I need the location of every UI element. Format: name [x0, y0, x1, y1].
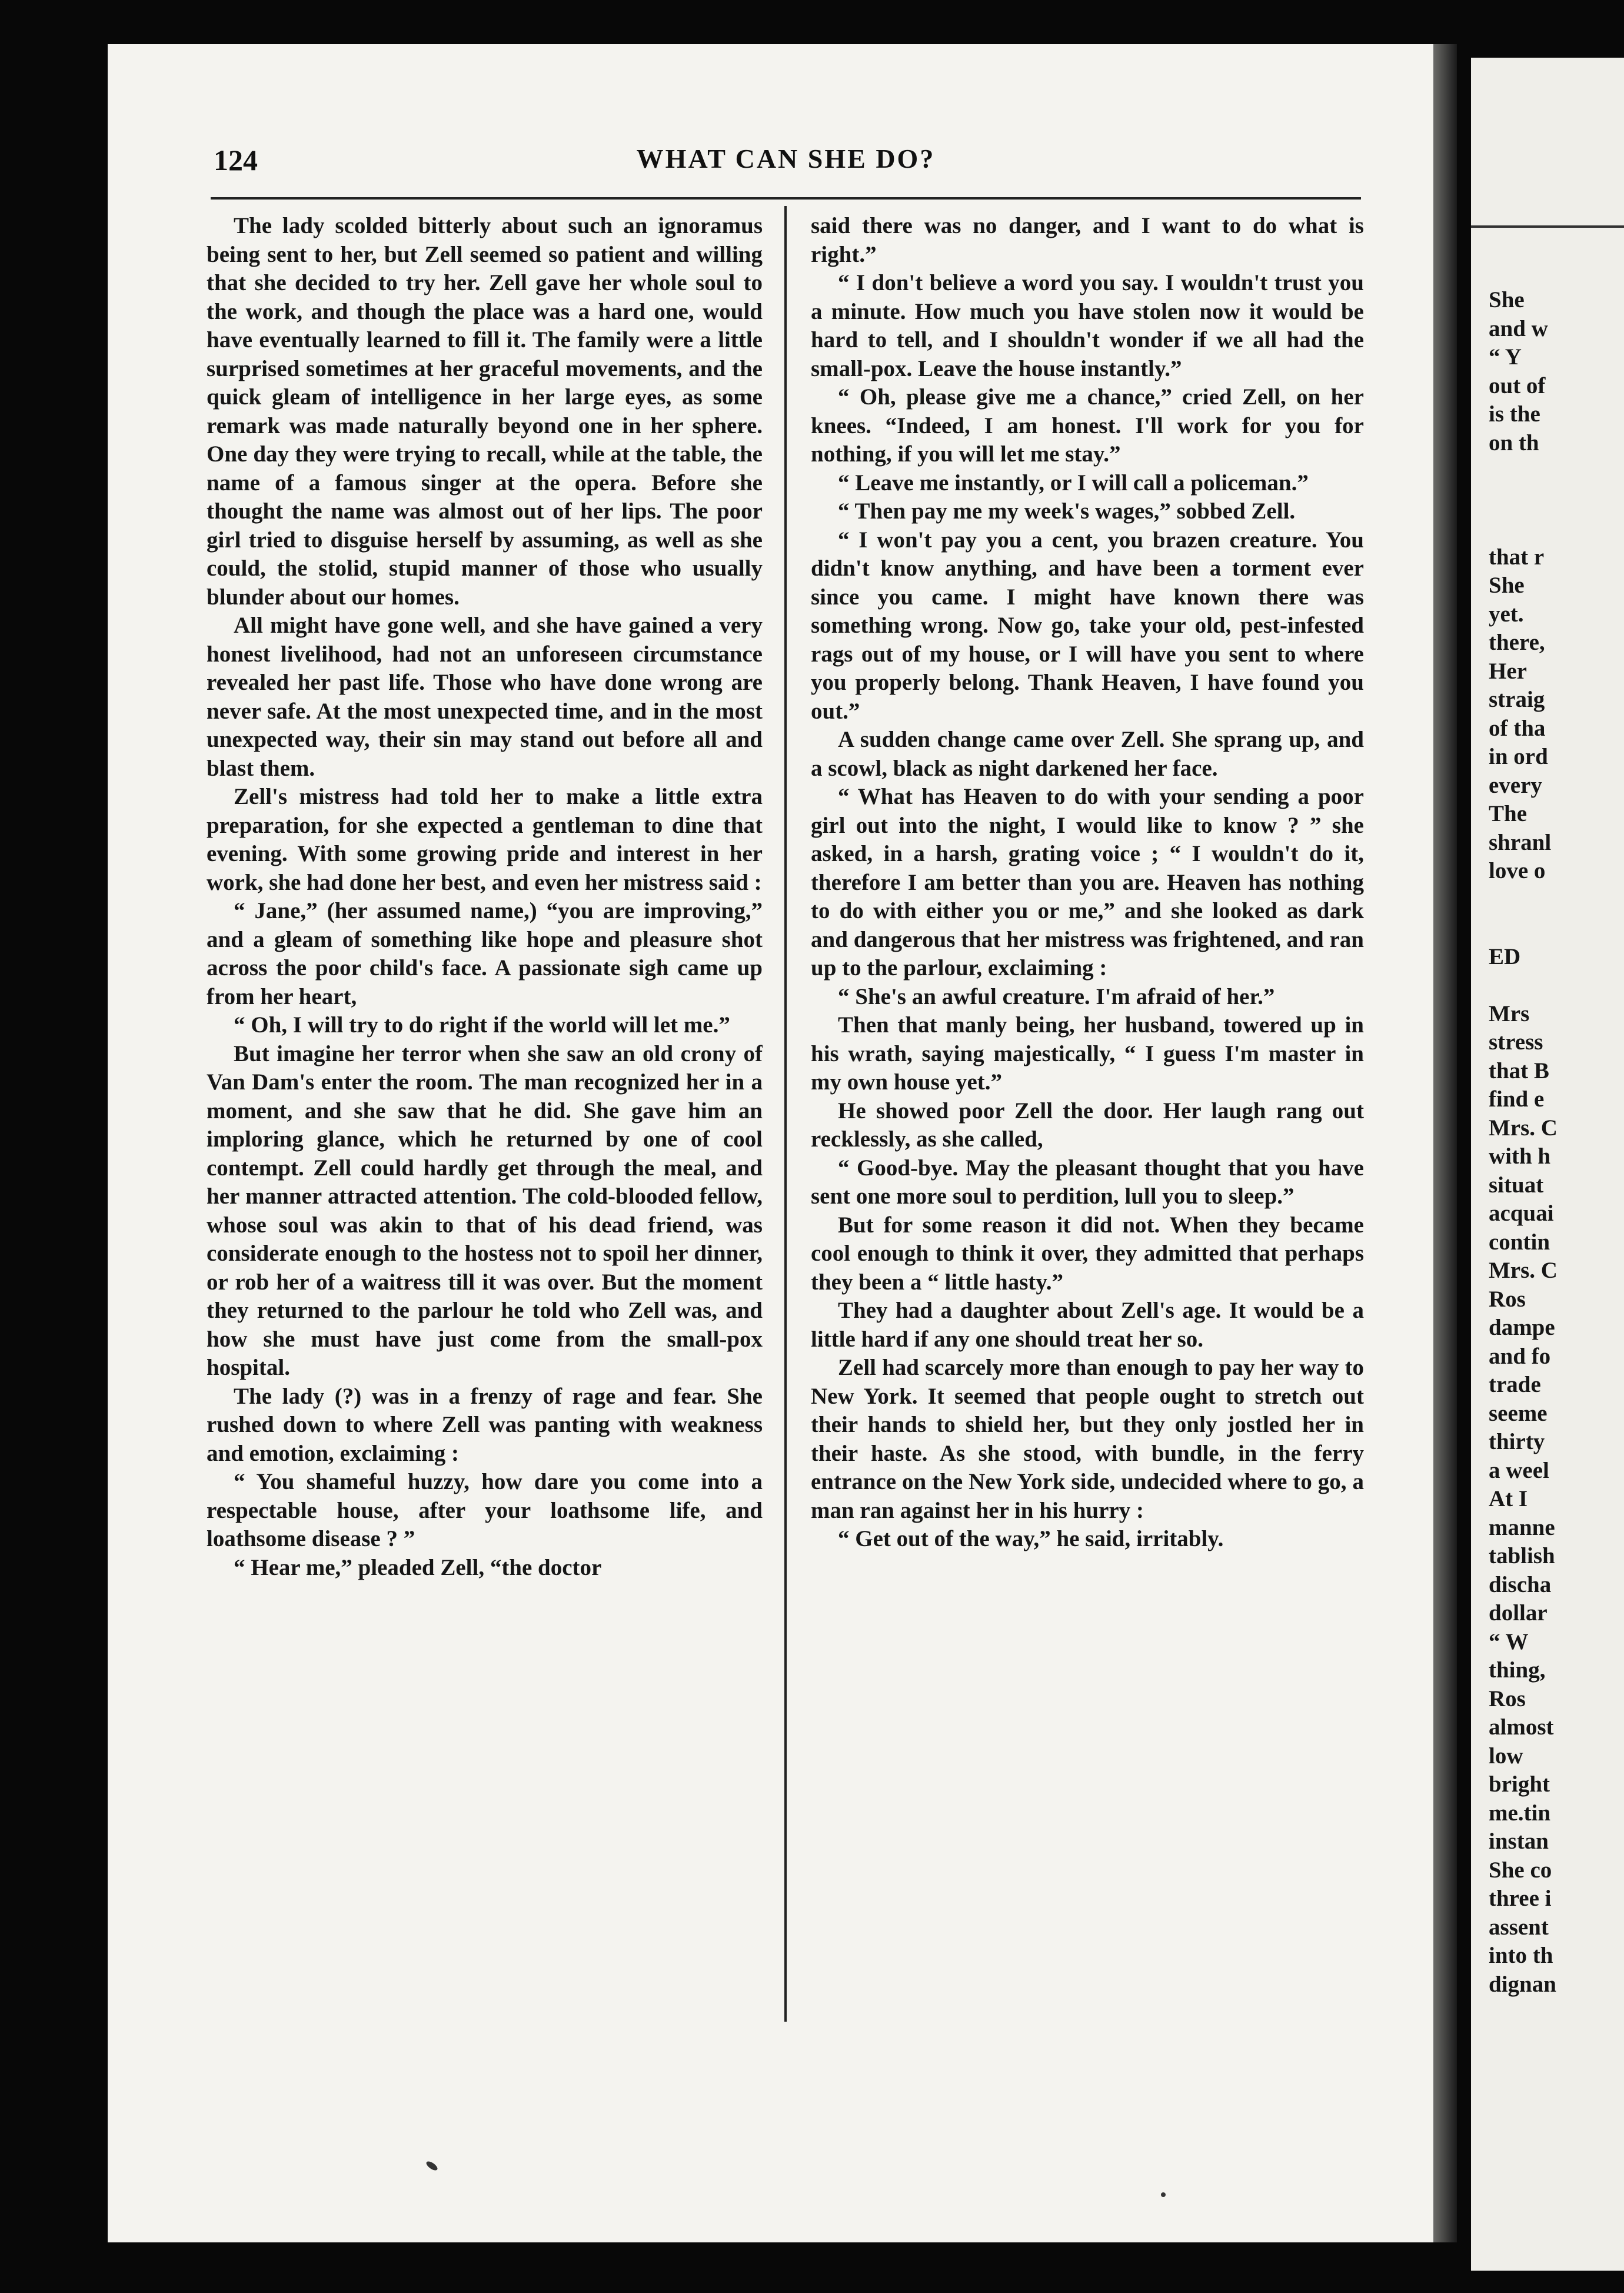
facing-page-line: Ros — [1489, 1286, 1526, 1312]
facing-page-line — [1489, 486, 1624, 515]
facing-page-line: The — [1489, 801, 1528, 826]
facing-page — [1471, 58, 1624, 2271]
facing-page-line: contin — [1489, 1229, 1550, 1255]
facing-page-line: discha — [1489, 1571, 1552, 1597]
facing-page-line: and w — [1489, 315, 1548, 341]
facing-page-line: Ros — [1489, 1686, 1526, 1712]
paragraph: “ What has Heaven to do with your sending a poor girl out into the night, I would like to know ? ” she asked, in a harsh, grating voice ; “ I wouldn't do it, therefore I am better than you are. Heaven has nothing to do with either you or me,” and she looked as dark and dangerous that her mistress was frightened, and ran up to the parlour, exclaiming : — [811, 784, 1364, 981]
paragraph: “ Oh, please give me a chance,” cried Zell, on her knees. “Indeed, I am honest. I'll work for you for nothing, if you will let me stay.” — [811, 384, 1364, 467]
facing-page-line — [1489, 914, 1624, 943]
facing-page-line: in ord — [1489, 744, 1548, 769]
facing-page-line: with h — [1489, 1144, 1551, 1169]
right-column — [811, 212, 1364, 2031]
facing-page-line: ED — [1489, 943, 1521, 969]
facing-page-line: manne — [1489, 1514, 1555, 1540]
facing-page-line: and fo — [1489, 1343, 1551, 1369]
facing-page-line: almost — [1489, 1714, 1554, 1740]
facing-page-line: is the — [1489, 401, 1540, 427]
paragraph: said there was no danger, and I want to do what is right.” — [811, 213, 1364, 267]
paragraph: “ Leave me instantly, or I will call a policeman.” — [838, 470, 1309, 496]
facing-page-line: acquai — [1489, 1201, 1554, 1226]
facing-page-line: shranl — [1489, 829, 1552, 855]
facing-page-line: low — [1489, 1743, 1523, 1769]
header-rule — [211, 197, 1361, 200]
facing-page-line: thing, — [1489, 1657, 1546, 1683]
paragraph: But for some reason it did not. When they became cool enough to think it over, they admitted that perhaps they been a “ little hasty.” — [811, 1212, 1364, 1295]
facing-page-line: assent — [1489, 1914, 1549, 1940]
facing-page-line — [1489, 886, 1624, 915]
facing-page-line: dampe — [1489, 1315, 1555, 1340]
facing-page-line: trade — [1489, 1372, 1541, 1397]
facing-page-line: dignan — [1489, 1971, 1556, 1997]
paragraph: “ Oh, I will try to do right if the world will let me.” — [234, 1012, 730, 1038]
facing-page-line: “ W — [1489, 1629, 1529, 1654]
facing-page-line — [1489, 514, 1624, 543]
facing-page-line: She — [1489, 573, 1525, 598]
facing-page-line: straig — [1489, 687, 1545, 712]
paragraph: Then that manly being, her husband, towered up in his wrath, saying majestically, “ I guess I'm master in my own house yet.” — [811, 1012, 1364, 1095]
facing-page-line: me.tin — [1489, 1800, 1551, 1826]
paragraph: “ Hear me,” pleaded Zell, “the doctor — [234, 1554, 602, 1580]
paragraph: The lady scolded bitterly about such an ignoramus being sent to her, but Zell seemed so patient and willing that she decided to try her. Zell gave her whole soul to the work, and though the place was a hard one, would have eventually learned to fill it. The family were a little surprised sometimes at her graceful movements, and the quick gleam of intelligence in her large eyes, as some remark was made naturally beyond one in her sphere. One day they were trying to recall, while at the table, the name of a famous singer at the opera. Before she thought the name was almost out of her lips. The poor girl tried to disguise herself by assuming, as well as she could, the stolid, stupid manner of those who usually blunder about our homes. — [207, 213, 763, 610]
facing-page-line: there, — [1489, 630, 1545, 655]
ink-speck — [425, 2160, 439, 2172]
facing-page-line: that B — [1489, 1058, 1549, 1084]
paragraph: The lady (?) was in a frenzy of rage and fear. She rushed down to where Zell was panting with weakness and emotion, exclaiming : — [207, 1383, 763, 1466]
facing-page-line: of tha — [1489, 715, 1546, 741]
paragraph: Zell's mistress had told her to make a little extra preparation, for she expected a gentleman to dine that evening. With some growing pride and interest in her work, she had done her best, and even her mistress said : — [207, 784, 763, 895]
facing-page-line: love o — [1489, 858, 1546, 883]
paragraph: But imagine her terror when she saw an old crony of Van Dam's enter the room. The man recognized her in a moment, and she saw that he did. She gave him an imploring glance, which he returned by one of cool contempt. Zell could hardly get through the meal, and her manner attracted attention. The cold-blooded fellow, whose soul was akin to that of his dead friend, was considerate enough to the hostess not to spoil her dinner, or rob her of a waitress till it was over. But the moment they returned to the parlour he told who Zell was, and how she must have just come from the small-pox hospital. — [207, 1041, 763, 1380]
paragraph: “ Jane,” (her assumed name,) “you are improving,” and a gleam of something like hope and pleasure shot across the poor child's face. A passionate sigh came up from her heart, — [207, 898, 763, 1009]
facing-page-rule — [1471, 225, 1624, 228]
paragraph: “ Then pay me my week's wages,” sobbed Zell. — [838, 499, 1296, 524]
facing-page-line: tablish — [1489, 1543, 1555, 1568]
facing-page-line: that r — [1489, 544, 1545, 570]
page-gutter-shadow — [1433, 44, 1457, 2242]
book-page — [108, 44, 1433, 2242]
facing-page-line: instan — [1489, 1829, 1549, 1854]
paragraph: A sudden change came over Zell. She sprang up, and a scowl, black as night darkened her face. — [811, 727, 1364, 781]
paragraph: “ She's an awful creature. I'm afraid of her.” — [838, 983, 1275, 1009]
facing-page-line: dollar — [1489, 1600, 1548, 1626]
facing-page-line: on th — [1489, 430, 1539, 456]
paragraph: Zell had scarcely more than enough to pay her way to New York. It seemed that people ought to stretch out their hands to shield her, but they only jostled her in their haste. As she stood, with bundle, in the ferry entrance on the New York side, undecided where to go, a man ran against her in his hurry : — [811, 1355, 1364, 1523]
facing-page-line: She co — [1489, 1857, 1552, 1883]
paragraph: He showed poor Zell the door. Her laugh rang out recklessly, as she called, — [811, 1098, 1364, 1152]
paragraph: All might have gone well, and she have gained a very honest livelihood, had not an unforeseen circumstance revealed her past life. Those who have done wrong are never safe. At the most unexpected time, and in the most unexpected way, their sin may stand out before all and blast them. — [207, 613, 763, 781]
facing-page-line: yet. — [1489, 601, 1524, 627]
paragraph: “ I won't pay you a cent, you brazen creature. You didn't know anything, and have been a torment ever since you came. I might have known there was something wrong. Now go, take your old, pest-infested rags out of my house, or I will have you sent to where you properly belong. Thank Heaven, I have found you out.” — [811, 527, 1364, 724]
facing-page-line: a weel — [1489, 1457, 1549, 1483]
ink-speck — [1161, 2192, 1166, 2197]
running-title: WHAT CAN SHE DO? — [636, 144, 936, 174]
facing-page-line: Her — [1489, 658, 1527, 684]
facing-page-line: three i — [1489, 1886, 1552, 1911]
facing-page-line: stress — [1489, 1029, 1543, 1055]
paragraph: “ Good-bye. May the pleasant thought that you have sent one more soul to perdition, lull you to sleep.” — [811, 1155, 1364, 1209]
facing-page-line: find e — [1489, 1086, 1545, 1112]
facing-page-line: seeme — [1489, 1400, 1548, 1426]
facing-page-line: every — [1489, 772, 1542, 798]
page-number: 124 — [214, 144, 258, 177]
facing-page-line: Mrs — [1489, 1001, 1530, 1026]
page-header — [214, 143, 1358, 190]
paragraph: “ I don't believe a word you say. I wouldn't trust you a minute. How much you have stolen now it would be hard to tell, and I shouldn't wonder if we all had the small-pox. Leave the house instantly.” — [811, 270, 1364, 381]
facing-page-line: situat — [1489, 1172, 1544, 1198]
paragraph: “ You shameful huzzy, how dare you come into a respectable house, after your loathsome life, and loathsome disease ? ” — [207, 1469, 763, 1551]
facing-page-text — [1489, 286, 1624, 1999]
facing-page-line — [1489, 457, 1624, 486]
facing-page-line: into th — [1489, 1943, 1553, 1968]
facing-page-line: Mrs. C — [1489, 1115, 1558, 1141]
paragraph: They had a daughter about Zell's age. It would be a little hard if any one should treat her so. — [811, 1298, 1364, 1352]
facing-page-line: out of — [1489, 373, 1546, 398]
facing-page-line: thirty — [1489, 1429, 1545, 1454]
left-column — [207, 212, 763, 2031]
facing-page-line: Mrs. C — [1489, 1258, 1558, 1283]
facing-page-line: She — [1489, 287, 1525, 313]
facing-page-line: “ Y — [1489, 344, 1522, 370]
paragraph: “ Get out of the way,” he said, irritably. — [838, 1526, 1224, 1551]
facing-page-line: At I — [1489, 1486, 1528, 1511]
column-divider — [784, 206, 787, 2022]
facing-page-line — [1489, 971, 1624, 1000]
facing-page-line: bright — [1489, 1772, 1550, 1797]
